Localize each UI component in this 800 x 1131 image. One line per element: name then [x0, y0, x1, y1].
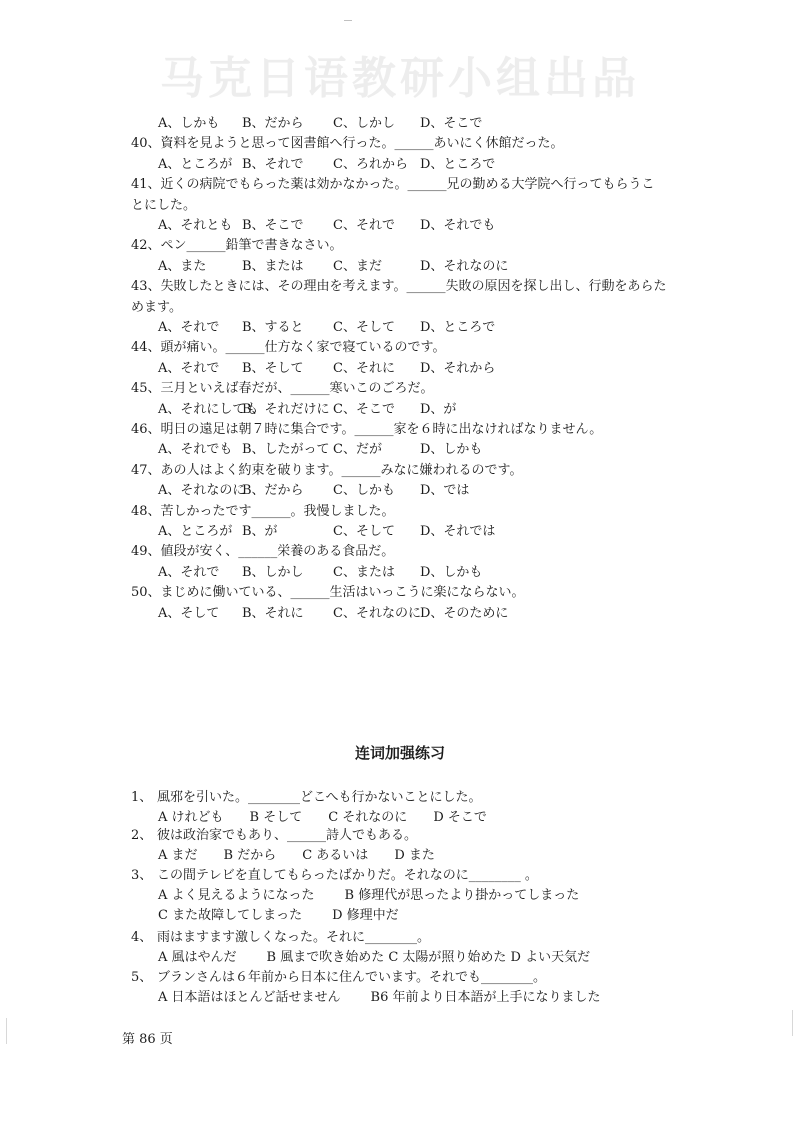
option-b: B、そして	[242, 360, 304, 376]
option-d: D また	[394, 848, 435, 863]
question-number: 3、	[131, 868, 153, 883]
question-sentence: 41、近くの病院でもらった薬は効かなかった。______兄の勤める大学院へ行ってもらうこ	[131, 177, 655, 193]
option-c: C、だが	[333, 442, 382, 458]
question-sentence: 50、まじめに働いている、______生活はいっこうに楽にならない。	[131, 585, 525, 601]
option-b: D 修理中だ	[332, 908, 399, 923]
option-b: B 風まで吹き始めた C 太陽が照り始めた D よい天気だ	[266, 950, 591, 965]
option-c: C、ろれから	[333, 156, 408, 172]
option-b: B、しかし	[242, 564, 304, 580]
option-d: D そこで	[433, 810, 487, 825]
option-a: A よく見えるようになった	[158, 888, 315, 903]
option-c: C あるいは	[302, 848, 369, 863]
option-c: C、しかも	[333, 483, 395, 499]
question-text	[131, 381, 434, 397]
option-c: C、それなのに	[333, 605, 421, 621]
option-d: D、そこで	[420, 116, 483, 131]
option-c: C、それに	[333, 360, 395, 376]
question-text	[131, 279, 667, 295]
option-a: A、ところが	[158, 156, 233, 172]
section-heading: 连词加强练习	[354, 744, 445, 762]
option-a: A、それで	[158, 320, 220, 335]
option-a: A、それなのに	[158, 483, 246, 499]
option-b: B、そこで	[242, 218, 304, 233]
question-number: 1、	[131, 790, 153, 805]
option-a: A、しかも	[158, 116, 220, 131]
watermark: 马克日语教研小组出品	[160, 53, 640, 104]
option-b: B、それで	[242, 156, 304, 172]
question-sentence: 雨はますます激しくなった。それに________。	[157, 930, 431, 945]
option-a: A、それでも	[158, 442, 233, 458]
question-sentence: 42、ペン______鉛筆で書きなさい。	[131, 238, 343, 254]
question-text	[131, 970, 546, 986]
option-c: C、そして	[333, 320, 395, 335]
question-sentence: 45、三月といえば春だが、______寒いこのごろだ。	[131, 381, 434, 397]
margin-mark-left	[6, 1018, 7, 1044]
option-d: D、が	[420, 401, 457, 417]
question-sentence: 48、苦しかったです______。我慢しました。	[131, 503, 395, 519]
option-a: A、それで	[158, 564, 220, 580]
answer-options	[158, 950, 620, 966]
option-a: A 風はやんだ	[158, 950, 237, 965]
option-c: C、それで	[333, 218, 395, 233]
question-text	[131, 422, 602, 438]
option-c: C、そこで	[333, 401, 395, 417]
question-text	[131, 828, 417, 844]
question-continuation	[131, 198, 196, 214]
question-text	[131, 136, 564, 152]
question-sentence: 43、失敗したときには、その理由を考えます。______失敗の原因を探し出し、行動をあらた	[131, 279, 667, 295]
question-text	[131, 463, 522, 479]
option-d: D、しかも	[420, 564, 483, 580]
option-a: A、それで	[158, 360, 220, 376]
option-a: A、また	[158, 258, 207, 274]
option-a: A、それとも	[158, 218, 233, 233]
option-b: B、すると	[242, 320, 304, 335]
question-number: 4、	[131, 930, 153, 945]
option-b: B、だから	[242, 116, 304, 131]
question-text	[131, 177, 655, 193]
option-b: B、が	[242, 524, 278, 539]
question-continuation	[131, 300, 182, 316]
question-text	[131, 340, 446, 356]
question-text	[131, 790, 481, 806]
option-c: C、または	[333, 564, 395, 580]
option-c: C、そして	[333, 524, 395, 539]
question-sentence: 彼は政治家でもあり、______詩人でもある。	[157, 828, 418, 843]
question-sentence: 風邪を引いた。________どこへも行かないことにした。	[157, 790, 482, 805]
question-text	[131, 585, 525, 601]
margin-mark-right	[792, 1010, 793, 1036]
option-b: B6 年前より日本語が上手になりました	[370, 990, 601, 1005]
option-a: A、ところが	[158, 524, 233, 539]
option-a: A まだ	[158, 848, 198, 863]
question-sentence: ブランさんは６年前から日本に住んでいます。それでも________。	[157, 970, 546, 985]
question-text	[131, 868, 538, 884]
option-a: A、そして	[158, 605, 220, 621]
answer-options	[158, 888, 609, 904]
option-d: D、ところで	[420, 156, 496, 172]
option-c: C それなのに	[328, 810, 408, 825]
question-text	[131, 504, 395, 520]
answer-options	[158, 908, 429, 924]
option-d: D、それから	[420, 360, 496, 376]
option-b: B 修理代が思ったより掛かってしまった	[344, 888, 580, 903]
option-b: B だから	[223, 848, 277, 863]
option-d: D、ところで	[420, 320, 496, 335]
option-a: C また故障してしまった	[158, 908, 303, 923]
option-d: D、それでも	[420, 218, 496, 233]
option-a: A けれども	[158, 810, 224, 825]
option-b: B、または	[242, 258, 304, 274]
option-d: D、それでは	[420, 524, 496, 539]
question-sentence: 49、値段が安く、______栄養のある食品だ。	[131, 544, 395, 560]
option-b: B そして	[249, 810, 303, 825]
question-sentence: 47、あの人はよく約束を破ります。______みなに嫌われるのです。	[131, 462, 523, 478]
option-b: B、だから	[242, 483, 304, 499]
answer-options	[158, 810, 513, 826]
question-sentence: めます。	[131, 299, 182, 315]
question-text	[131, 238, 343, 254]
answer-options	[158, 848, 461, 864]
option-c: C、まだ	[333, 258, 382, 274]
question-sentence: 46、明日の遠足は朝７時に集合です。______家を６時に出なければなりません。	[131, 422, 603, 437]
option-c: C、しかし	[333, 116, 395, 131]
option-d: D、では	[420, 483, 470, 499]
question-sentence: とにした。	[131, 197, 197, 213]
question-number: 5、	[131, 970, 153, 985]
option-b: B、それに	[242, 605, 304, 621]
option-d: D、しかも	[420, 442, 483, 458]
option-a: A 日本語はほとんど話せません	[158, 990, 341, 1005]
question-sentence: 40、資料を見ようと思って図書館へ行った。______あいにく休館だった。	[131, 136, 564, 152]
option-b: B、それだけに	[242, 401, 330, 417]
question-number: 2、	[131, 828, 153, 843]
option-d: D、そのために	[420, 605, 509, 621]
page-number: 第 86 页	[122, 1032, 173, 1047]
option-d: D、それなのに	[420, 258, 509, 274]
option-b: B、したがって	[242, 442, 330, 458]
answer-options	[158, 990, 631, 1006]
top-mark	[344, 20, 352, 21]
question-sentence: この間テレビを直してもらったばかりだ。それなのに________ 。	[157, 868, 538, 883]
question-sentence: 44、頭が痛い。______仕方なく家で寝ているのです。	[131, 340, 446, 356]
option-a: A、それにしても	[158, 401, 259, 417]
question-text	[131, 544, 394, 560]
question-text	[131, 930, 430, 946]
